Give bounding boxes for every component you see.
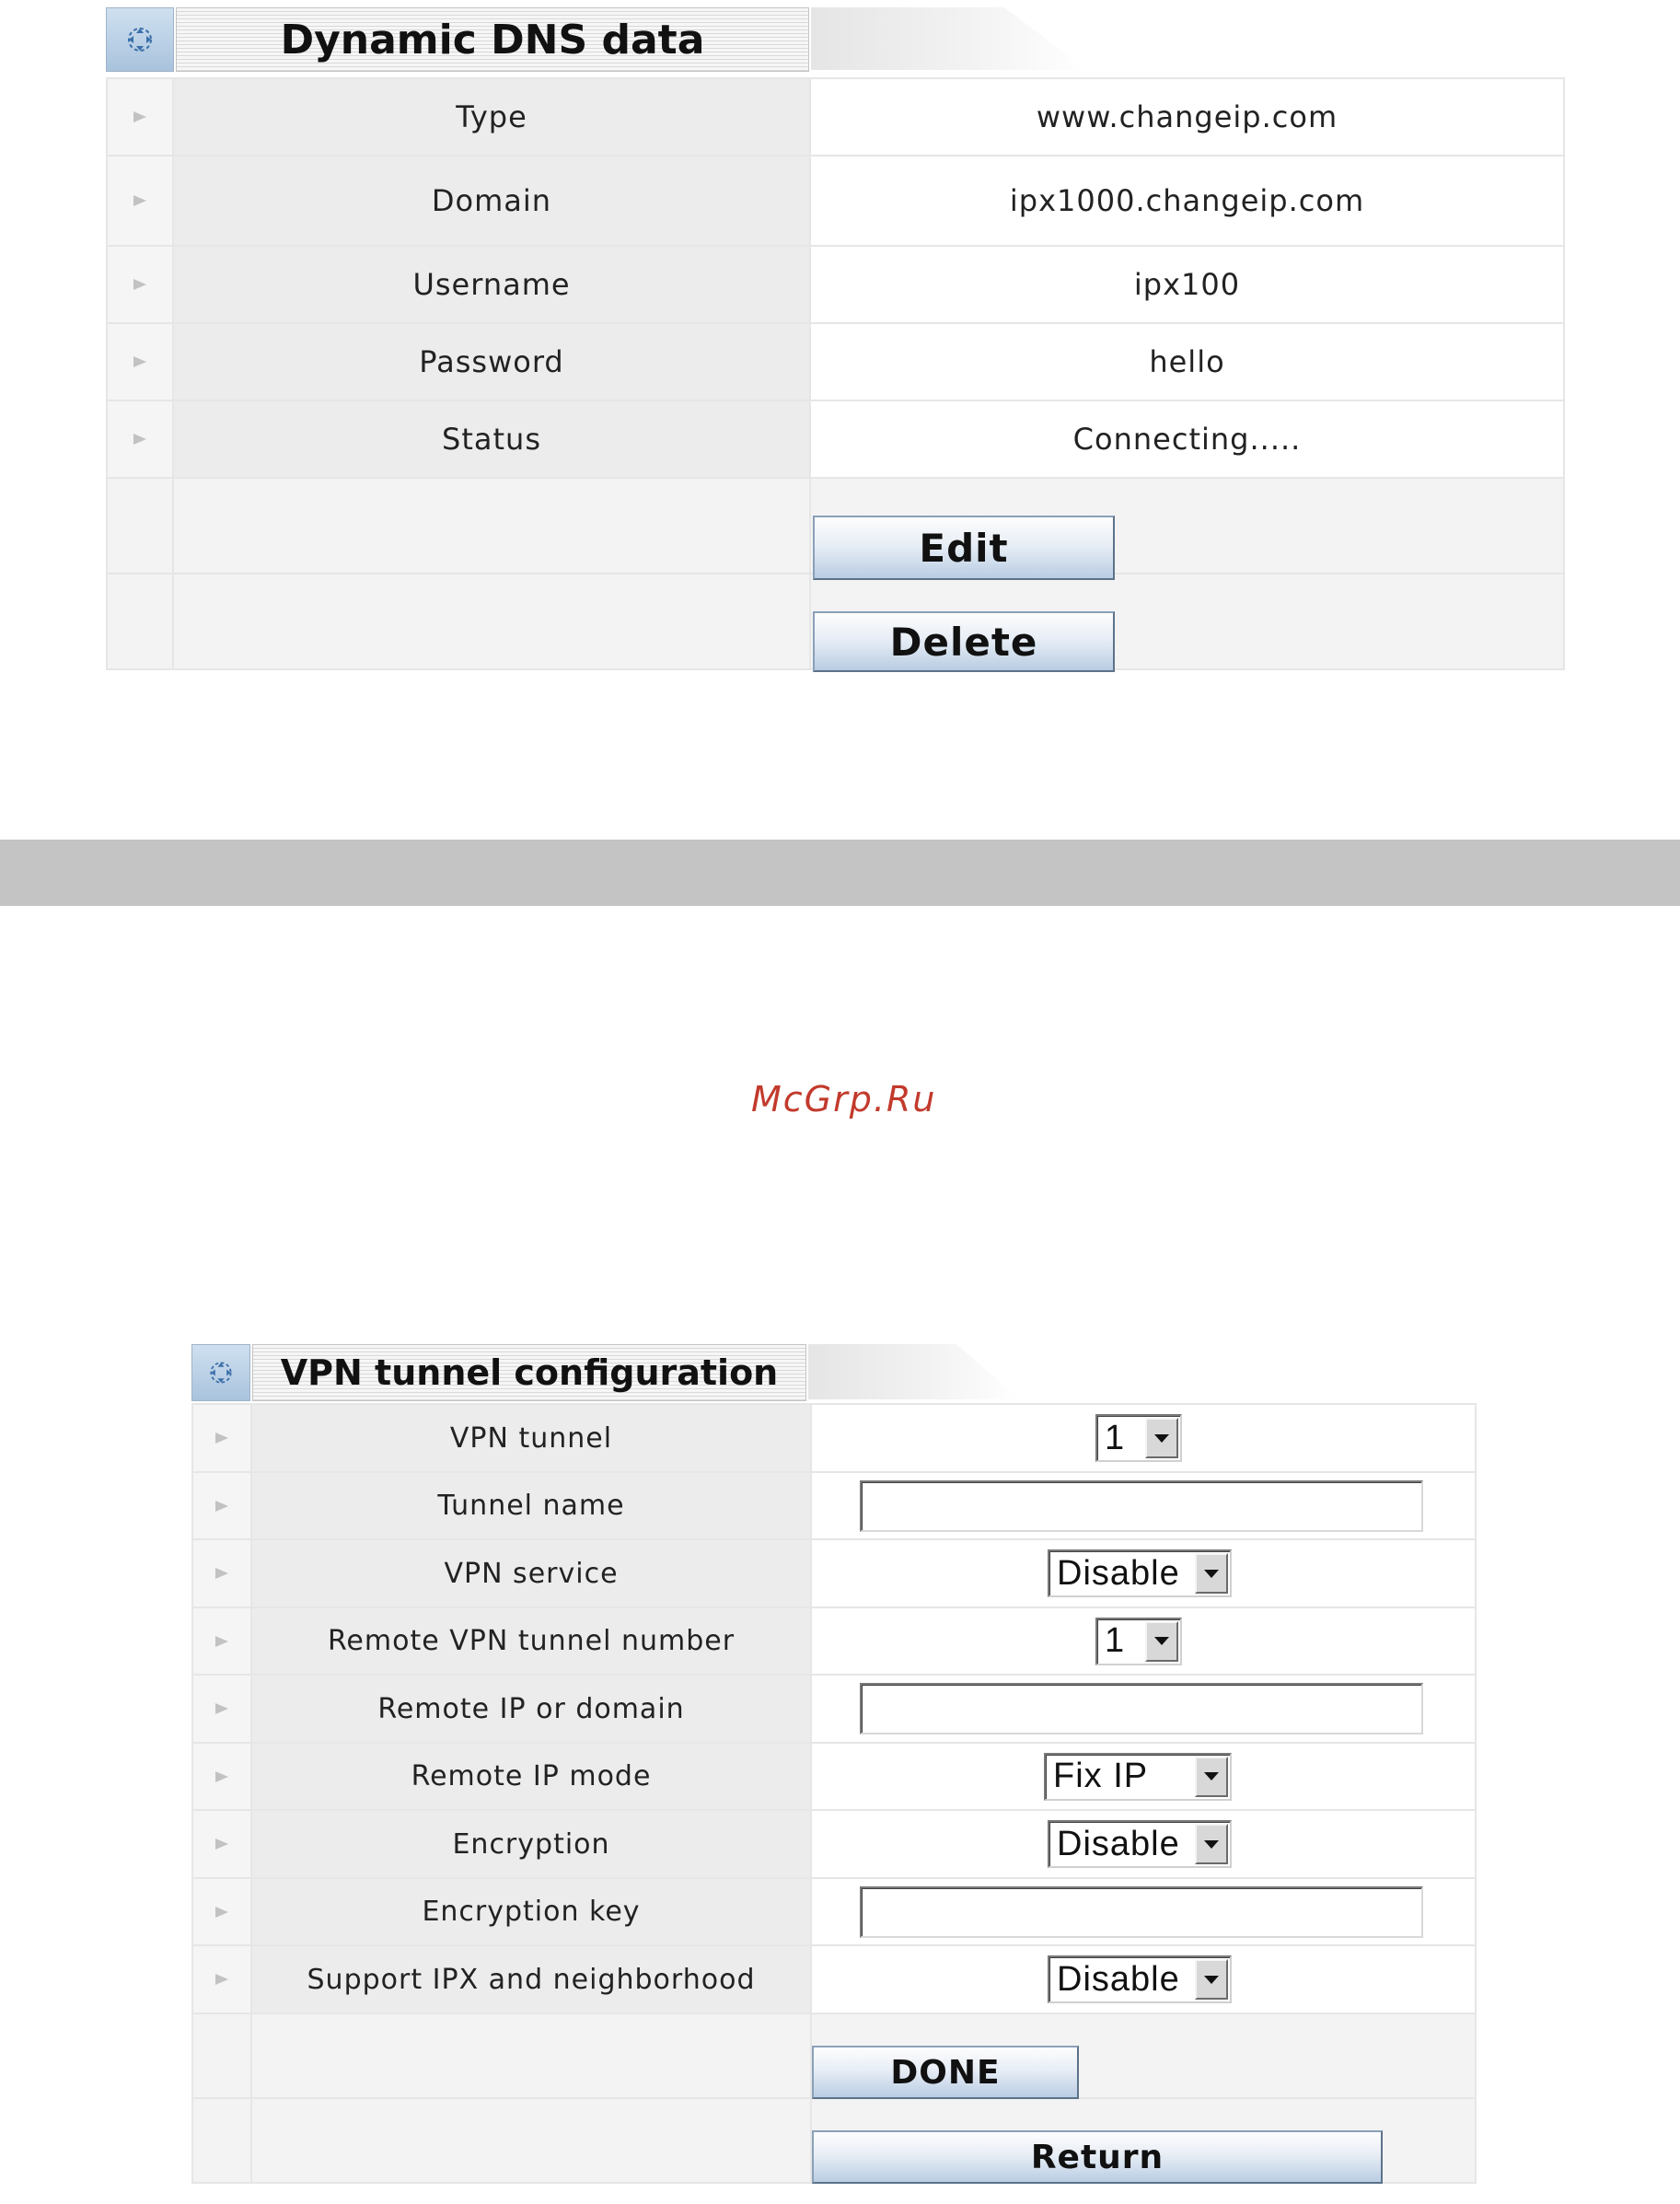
row-label: Tunnel name: [252, 1473, 812, 1538]
vpn-panel-header-tail: [808, 1344, 1020, 1399]
row-label: Password: [174, 324, 811, 400]
vpn-tunnel-select[interactable]: 1: [1095, 1414, 1182, 1462]
row-value: [812, 1473, 1475, 1538]
delete-button[interactable]: Delete: [813, 611, 1115, 672]
chevron-down-icon: [1145, 1418, 1178, 1458]
remote-ip-mode-select[interactable]: Fix IP: [1044, 1753, 1232, 1801]
row-label: Type: [174, 79, 811, 155]
vpn-service-select[interactable]: Disable: [1048, 1549, 1232, 1597]
row-label: Encryption key: [252, 1879, 812, 1944]
dns-panel-header-tail: [811, 7, 1087, 70]
row-value: [812, 1540, 1475, 1607]
table-row: [193, 1946, 1475, 2014]
vpn-panel-title: VPN tunnel configuration: [252, 1344, 806, 1401]
table-row: [193, 1473, 1475, 1540]
row-value: [812, 1608, 1475, 1674]
row-value: [812, 1946, 1475, 2013]
table-row: [108, 247, 1563, 324]
encryption-select[interactable]: Disable: [1048, 1820, 1232, 1868]
move-icon: [206, 1358, 236, 1387]
row-value: [812, 1405, 1475, 1471]
row-value: www.changeip.com: [811, 79, 1563, 155]
arrow-right-icon: [193, 1744, 252, 1809]
vpn-panel-header-icon[interactable]: [191, 1344, 250, 1401]
table-row: [193, 1744, 1475, 1811]
row-label: Remote IP or domain: [252, 1676, 812, 1742]
dns-panel: [106, 7, 1565, 672]
arrow-right-icon: [108, 401, 174, 477]
chevron-down-icon: [1195, 1757, 1228, 1797]
row-label: Status: [174, 401, 811, 477]
table-row: [193, 1540, 1475, 1608]
encryption-key-input[interactable]: [860, 1886, 1423, 1938]
arrow-right-icon: [193, 1879, 252, 1944]
table-row: [108, 79, 1563, 157]
dns-table: [106, 77, 1565, 670]
row-value: ipx1000.changeip.com: [811, 157, 1563, 245]
arrow-right-icon: [108, 324, 174, 400]
chevron-down-icon: [1145, 1621, 1178, 1662]
vpn-panel: [191, 1344, 1477, 2191]
table-row: [108, 157, 1563, 247]
done-button[interactable]: DONE: [812, 2046, 1079, 2099]
arrow-right-icon: [193, 1608, 252, 1674]
support-ipx-select[interactable]: Disable: [1048, 1955, 1232, 2003]
table-row: [108, 401, 1563, 479]
row-label: Domain: [174, 157, 811, 245]
table-row: [108, 324, 1563, 401]
edit-button[interactable]: Edit: [813, 516, 1115, 580]
watermark-text: McGrp.Ru: [751, 1079, 937, 1119]
remote-ip-input[interactable]: [860, 1683, 1423, 1734]
row-label: Support IPX and neighborhood: [252, 1946, 812, 2013]
row-label: VPN tunnel: [252, 1405, 812, 1471]
row-label: Remote VPN tunnel number: [252, 1608, 812, 1674]
row-value: [812, 1676, 1475, 1742]
row-value: Connecting.....: [811, 401, 1563, 477]
arrow-right-icon: [193, 1946, 252, 2013]
arrow-right-icon: [193, 1676, 252, 1742]
table-row: [193, 1879, 1475, 1946]
table-row: [193, 1608, 1475, 1676]
row-label: VPN service: [252, 1540, 812, 1607]
chevron-down-icon: [1195, 1553, 1228, 1594]
chevron-down-icon: [1195, 1959, 1228, 2000]
row-value: [812, 1811, 1475, 1877]
table-row: [193, 1405, 1475, 1473]
table-row: [193, 1676, 1475, 1744]
arrow-right-icon: [193, 1405, 252, 1471]
row-label: Remote IP mode: [252, 1744, 812, 1809]
row-value: [812, 1744, 1475, 1809]
row-value: hello: [811, 324, 1563, 400]
tunnel-name-input[interactable]: [860, 1480, 1423, 1532]
move-icon: [123, 23, 156, 56]
return-button[interactable]: Return: [812, 2130, 1383, 2184]
table-row: [193, 1811, 1475, 1879]
arrow-right-icon: [108, 247, 174, 322]
arrow-right-icon: [193, 1540, 252, 1607]
remote-vpn-tunnel-number-select[interactable]: 1: [1095, 1618, 1182, 1665]
dns-panel-title: Dynamic DNS data: [176, 7, 809, 72]
row-label: Encryption: [252, 1811, 812, 1877]
arrow-right-icon: [193, 1473, 252, 1538]
chevron-down-icon: [1195, 1824, 1228, 1864]
arrow-right-icon: [193, 1811, 252, 1877]
row-value: [812, 1879, 1475, 1944]
arrow-right-icon: [108, 157, 174, 245]
row-value: ipx100: [811, 247, 1563, 322]
row-label: Username: [174, 247, 811, 322]
dns-panel-header-icon[interactable]: [106, 7, 174, 72]
section-divider: [0, 840, 1680, 906]
arrow-right-icon: [108, 79, 174, 155]
